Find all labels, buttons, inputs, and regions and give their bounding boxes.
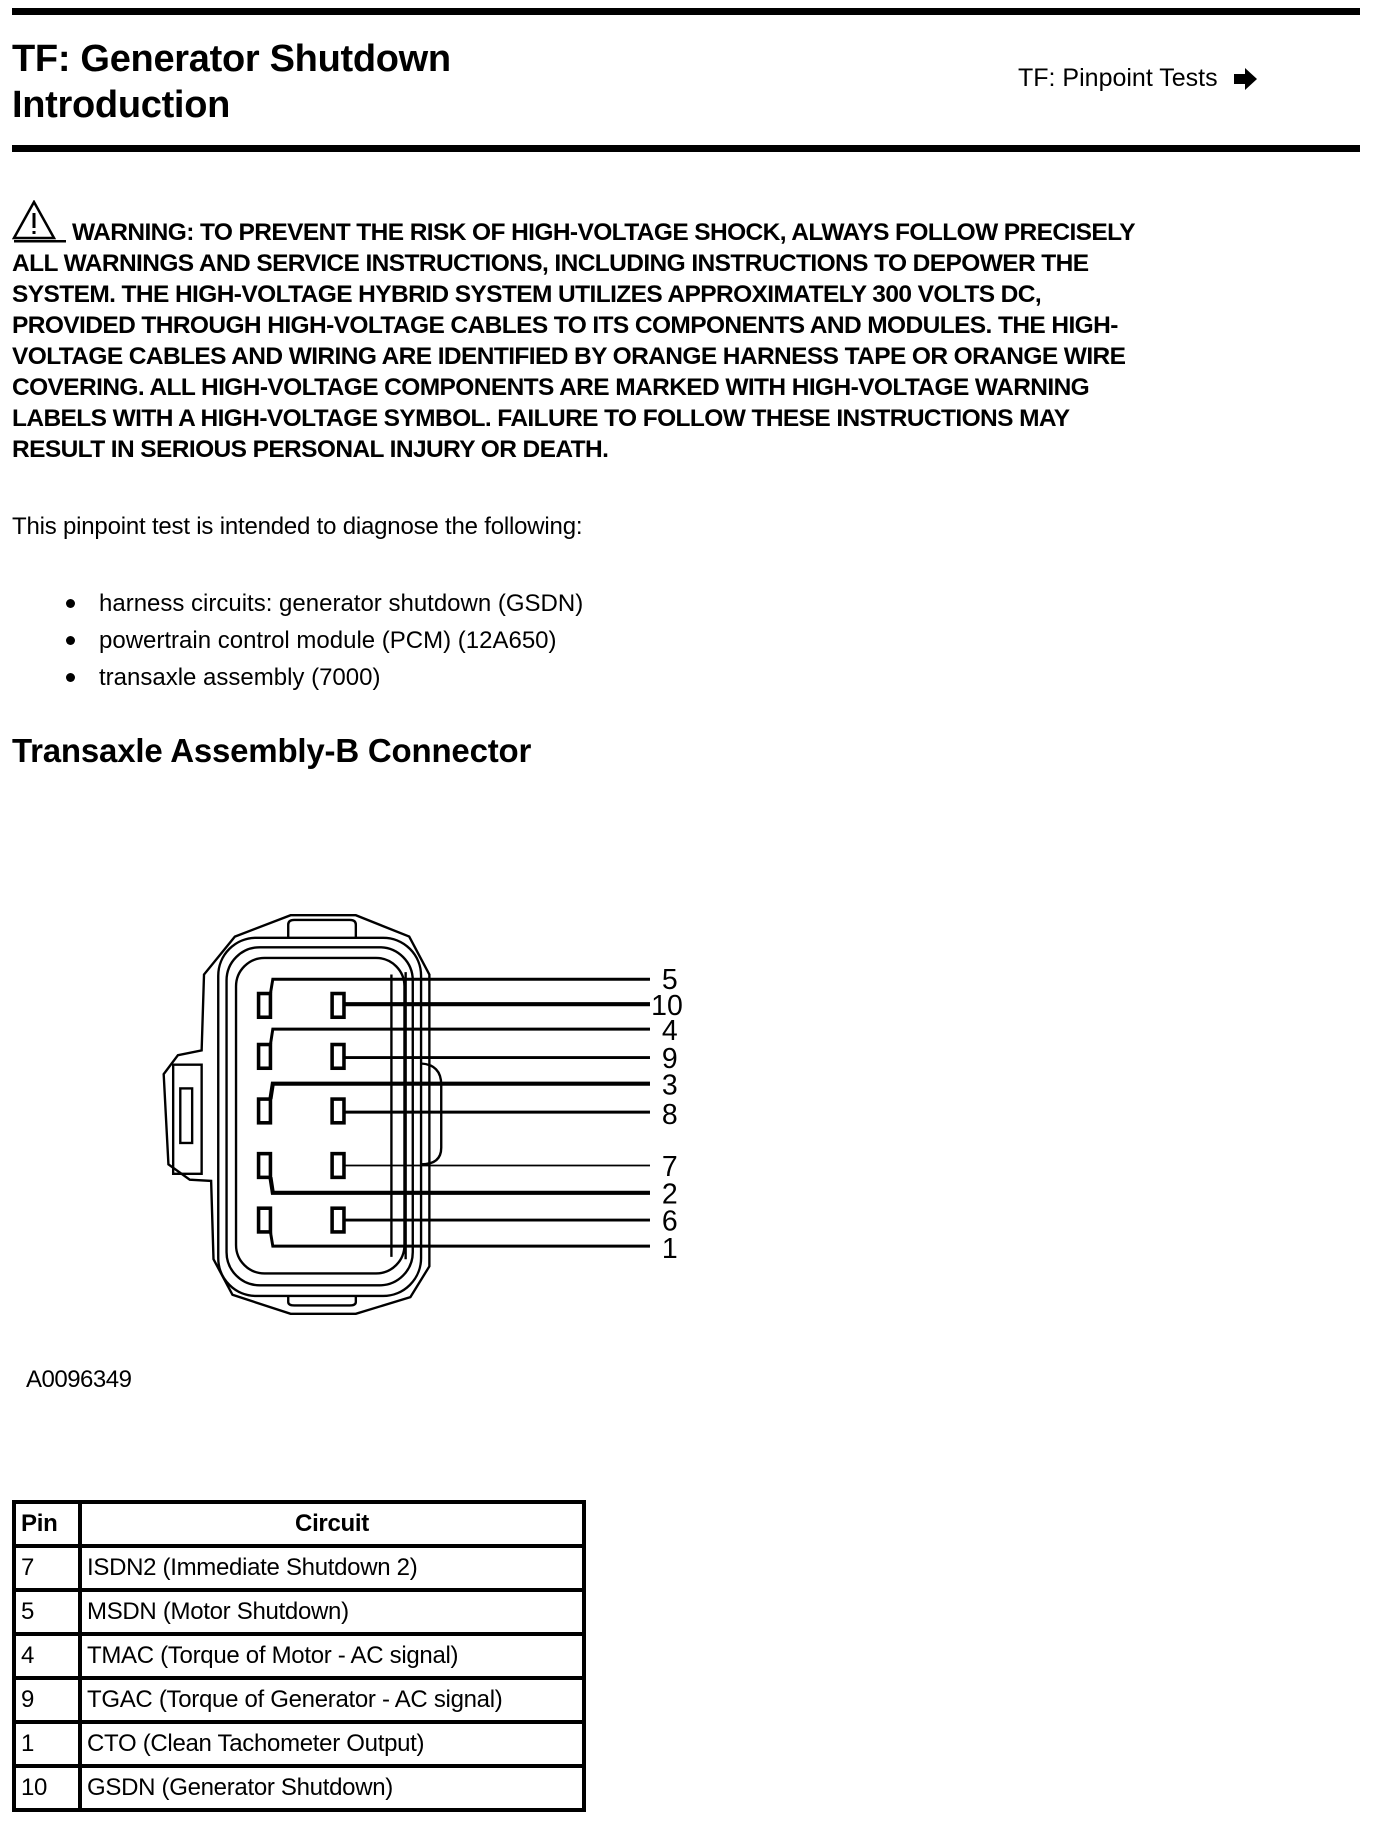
lead-4 <box>270 1029 650 1044</box>
circuit-cell: TGAC (Torque of Generator - AC signal) <box>80 1678 584 1722</box>
page-title <box>12 36 451 128</box>
side-bump <box>421 1063 441 1164</box>
lead-5 <box>270 979 650 993</box>
circuit-cell: TMAC (Torque of Motor - AC signal) <box>80 1634 584 1678</box>
pin-cell: 1 <box>14 1722 80 1766</box>
pin-cell: 7 <box>14 1546 80 1590</box>
circuit-cell: MSDN (Motor Shutdown) <box>80 1590 584 1634</box>
table-row <box>14 1590 584 1634</box>
pin-cell: 5 <box>14 1590 80 1634</box>
table-row <box>14 1766 584 1810</box>
pin-label: 9 <box>661 1043 678 1076</box>
warning-line-7: LABELS WITH A HIGH-VOLTAGE SYMBOL. FAILURE TO FOLLOW THESE INSTRUCTIONS MAY <box>12 405 1070 432</box>
bullet-icon <box>66 599 75 608</box>
list-item: harness circuits: generator shutdown (GSDN) <box>60 585 583 622</box>
warning-line-3: SYSTEM. THE HIGH-VOLTAGE HYBRID SYSTEM UTILIZES APPROXIMATELY 300 VOLTS DC, <box>12 281 1042 308</box>
lead-2 <box>270 1177 650 1192</box>
warning-line-8: RESULT IN SERIOUS PERSONAL INJURY OR DEATH. <box>12 436 609 463</box>
connector-heading: Transaxle Assembly-B Connector <box>12 732 532 769</box>
connector-diagram <box>154 901 700 1328</box>
list-item: powertrain control module (PCM) (12A650) <box>60 622 583 659</box>
circuit-cell: CTO (Clean Tachometer Output) <box>80 1722 584 1766</box>
pin-label: 7 <box>661 1151 678 1184</box>
top-rule <box>12 8 1360 15</box>
lead-1 <box>270 1232 650 1246</box>
connector-housing <box>164 915 430 1314</box>
warning-line-6: COVERING. ALL HIGH-VOLTAGE COMPONENTS ARE MARKED WITH HIGH-VOLTAGE WARNING <box>12 374 1090 401</box>
warning-line-5: VOLTAGE CABLES AND WIRING ARE IDENTIFIED BY ORANGE HARNESS TAPE OR ORANGE WIRE <box>12 343 1126 370</box>
table-row <box>14 1634 584 1678</box>
pinpoint-tests-link-label: TF: Pinpoint Tests <box>1018 64 1218 92</box>
pin-leads <box>270 979 650 1246</box>
bullet-icon <box>66 636 75 645</box>
warning-line-1: WARNING: TO PREVENT THE RISK OF HIGH-VOLTAGE SHOCK, ALWAYS FOLLOW PRECISELY <box>12 200 1135 248</box>
intro-text: This pinpoint test is intended to diagnose the following: <box>12 513 583 540</box>
pin-label: 5 <box>661 963 678 996</box>
table-header-row <box>14 1502 584 1546</box>
housing-outline <box>227 947 413 1285</box>
table-row <box>14 1678 584 1722</box>
figure-id: A0096349 <box>26 1366 132 1393</box>
list-item: transaxle assembly (7000) <box>60 659 583 696</box>
bullet-icon <box>66 673 75 682</box>
arrow-right-icon <box>1232 66 1258 92</box>
pin-cell: 9 <box>14 1678 80 1722</box>
title-line-2: Introduction <box>12 84 231 126</box>
pin-label: 6 <box>661 1205 678 1238</box>
table-row <box>14 1546 584 1590</box>
pin-label: 2 <box>661 1178 678 1211</box>
pin-circuit-table <box>12 1500 586 1812</box>
pin-label: 3 <box>661 1069 678 1102</box>
pin-label: 8 <box>661 1098 678 1131</box>
bottom-tab <box>288 1296 356 1305</box>
column-header-pin: Pin <box>14 1502 80 1546</box>
lead-3 <box>270 1084 650 1099</box>
warning-block <box>12 200 1135 465</box>
pin-cell: 4 <box>14 1634 80 1678</box>
top-tab <box>288 920 356 938</box>
circuit-cell: GSDN (Generator Shutdown) <box>80 1766 584 1810</box>
table-row <box>14 1722 584 1766</box>
latch-inner <box>180 1088 192 1143</box>
diagnosis-list <box>60 585 583 696</box>
warning-triangle-icon <box>12 200 70 244</box>
column-header-circuit: Circuit <box>80 1502 584 1546</box>
pin-label: 4 <box>661 1014 678 1047</box>
pin-cell: 10 <box>14 1766 80 1810</box>
header-rule <box>12 145 1360 152</box>
title-line-1: TF: Generator Shutdown <box>12 38 451 80</box>
warning-line-2: ALL WARNINGS AND SERVICE INSTRUCTIONS, INCLUDING INSTRUCTIONS TO DEPOWER THE <box>12 250 1089 277</box>
warning-line-4: PROVIDED THROUGH HIGH-VOLTAGE CABLES TO ITS COMPONENTS AND MODULES. THE HIGH- <box>12 312 1118 339</box>
pin-label: 10 <box>651 989 683 1022</box>
pinpoint-tests-link[interactable] <box>1018 64 1258 93</box>
circuit-cell: ISDN2 (Immediate Shutdown 2) <box>80 1546 584 1590</box>
pin-label: 1 <box>661 1233 678 1266</box>
latch <box>173 1065 201 1174</box>
